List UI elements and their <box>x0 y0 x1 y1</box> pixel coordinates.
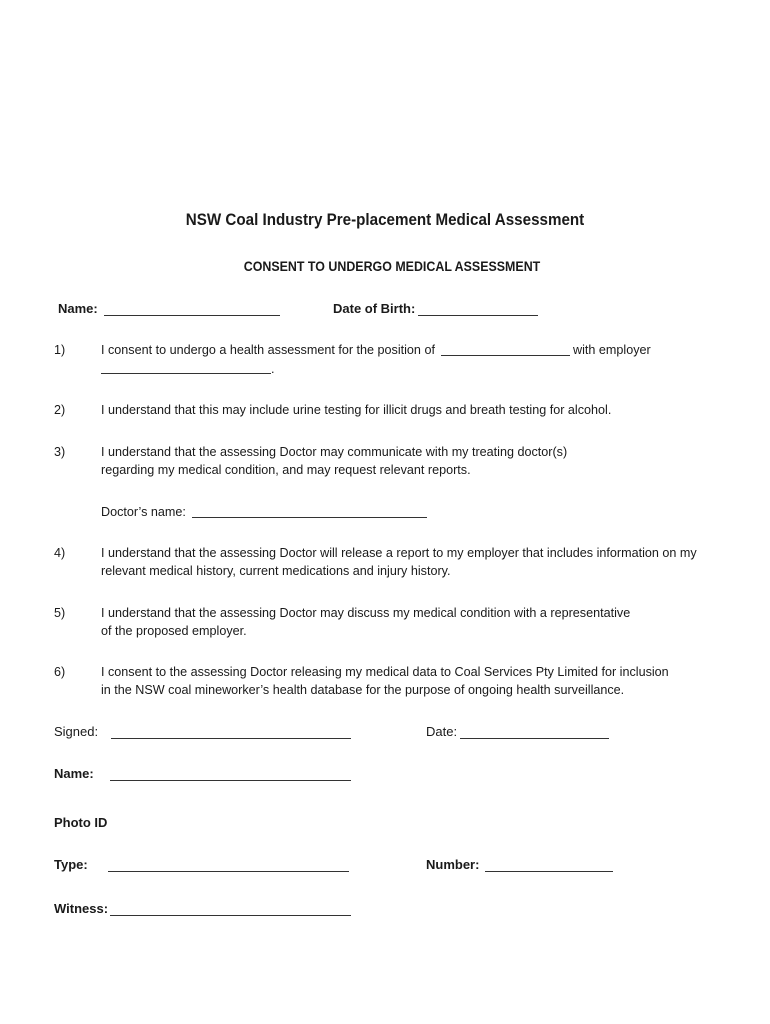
number-label: Number: <box>426 857 480 872</box>
item-number: 2) <box>54 403 66 417</box>
document-title: NSW Coal Industry Pre-placement Medical Assessment <box>185 211 585 229</box>
footer-name-field[interactable] <box>110 780 351 781</box>
date-label: Date: <box>426 724 458 739</box>
number-field[interactable] <box>485 871 613 872</box>
item-number: 6) <box>54 665 66 679</box>
item-text: I understand that this may include urine testing for illicit drugs and breath testing for alcohol. <box>101 403 612 417</box>
item-text: I understand that the assessing Doctor may discuss my medical condition with a representative <box>101 606 631 620</box>
witness-label: Witness: <box>54 901 109 916</box>
doctor-name-label: Doctor’s name: <box>101 505 186 519</box>
item-text: of the proposed employer. <box>101 624 247 638</box>
photo-id-heading: Photo ID <box>54 815 108 830</box>
date-field[interactable] <box>460 738 609 739</box>
item-text: regarding my medical condition, and may request relevant reports. <box>101 463 471 477</box>
signed-label: Signed: <box>54 724 99 739</box>
type-field[interactable] <box>108 871 349 872</box>
item-number: 4) <box>54 546 66 560</box>
doctor-name-field[interactable] <box>192 517 427 518</box>
item-number: 1) <box>54 343 66 357</box>
item-text: in the NSW coal mineworker’s health database for the purpose of ongoing health surveillance. <box>101 683 625 697</box>
position-field[interactable] <box>441 355 570 356</box>
item-number: 3) <box>54 445 66 459</box>
name-field[interactable] <box>104 315 280 316</box>
item-text: relevant medical history, current medications and injury history. <box>101 564 451 578</box>
item-text: I understand that the assessing Doctor will release a report to my employer that includes information on my <box>101 546 697 560</box>
witness-field[interactable] <box>110 915 351 916</box>
signature-field[interactable] <box>111 738 351 739</box>
item-text: I understand that the assessing Doctor may communicate with my treating doctor(s) <box>101 445 568 459</box>
footer-name-label: Name: <box>54 766 94 781</box>
dob-label: Date of Birth: <box>333 301 416 316</box>
dob-field[interactable] <box>418 315 538 316</box>
type-label: Type: <box>54 857 88 872</box>
item-text: I consent to undergo a health assessment for the position of <box>101 343 435 357</box>
item-text: with employer <box>573 343 651 357</box>
item-text: . <box>271 362 275 376</box>
item-text: I consent to the assessing Doctor releasing my medical data to Coal Services Pty Limited for inclusion <box>101 665 669 679</box>
name-label: Name: <box>58 301 98 316</box>
item-number: 5) <box>54 606 66 620</box>
document-subtitle: CONSENT TO UNDERGO MEDICAL ASSESSMENT <box>243 259 541 274</box>
employer-field[interactable] <box>101 373 271 374</box>
